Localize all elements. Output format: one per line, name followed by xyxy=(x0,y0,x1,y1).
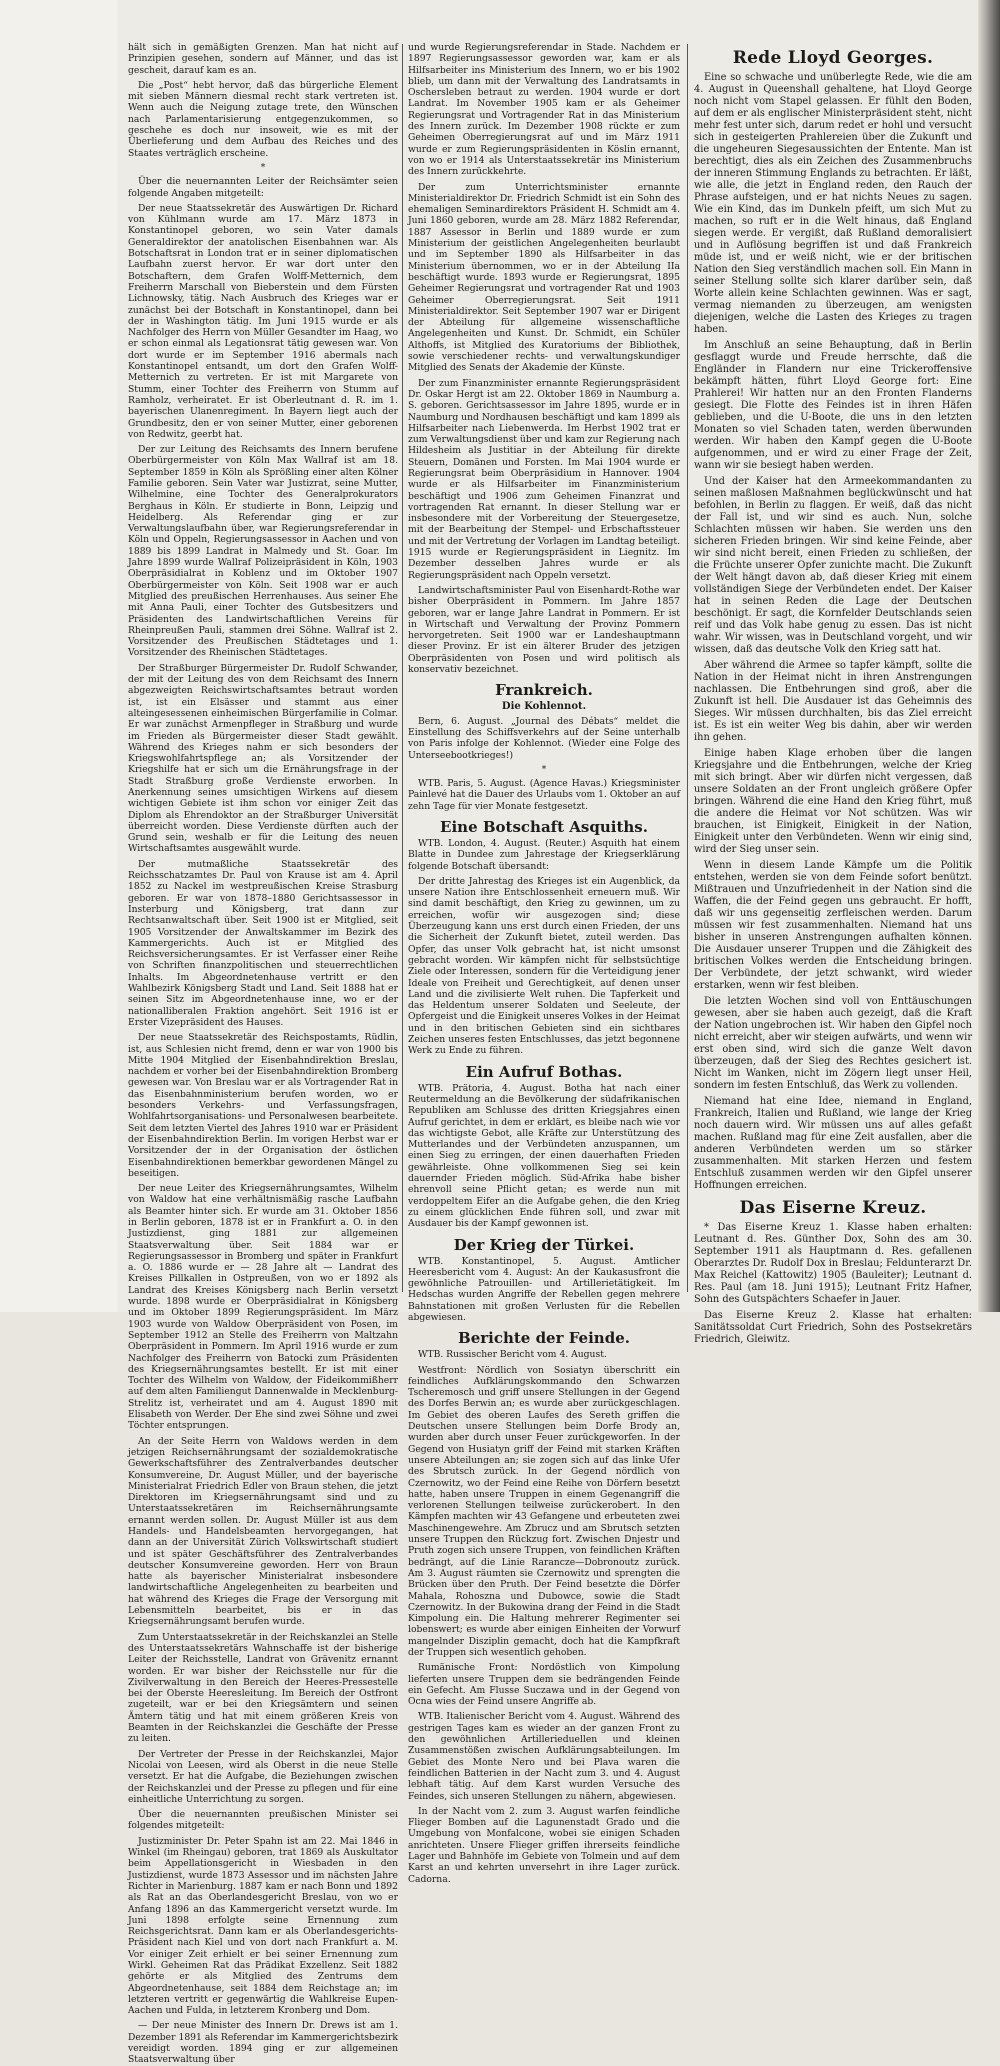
paragraph: Justizminister Dr. Peter Spahn ist am 22. Mai 1846 in Winkel (im Rheingau) geboren, trat 1869 als Auskultator beim Appellationsgericht in Wiesbaden in den Justizdienst, wurde 1873 Assessor und im nächsten Jahre Richter in Marienburg. 1887 kam er nach Bonn und 1892 als Rat an das Oberlandesgericht Breslau, von wo er Anfang 1896 an das Kammergericht versetzt wurde. Im Juni 1898 erfolgte seine Ernennung zum Reichsgerichtsrat. Dann kam er als Oberlandesgerichts-Präsident nach Kiel und von dort nach Frankfurt a. M. Vor einiger Zeit erhielt er bei seiner Ernennung zum Wirkl. Geheimen Rat das Prädikat Exzellenz. Seit 1882 gehörte er als Mitglied des Zentrums dem Abgeordnetenhause, seit 1884 dem Reichstage an; im letzteren vertritt er gegenwärtig die Wahlkreise Eupen-Aachen und Fulda, in letzterem Kronberg und Dom. xyxy=(128,1835,398,2017)
paragraph: Wenn in diesem Lande Kämpfe um die Politik entstehen, werden sie von dem Feinde sofort benützt. Mißtrauen und Unzufriedenheit in der Nation sind die Waffen, die der Feind gegen uns gebraucht. Er hofft, daß wir uns gegenseitig zerfleischen werden. Darum müssen wir fest zusammenhalten. Niemand hat uns bisher in unseren Anstrengungen aufhalten können. Die Ausdauer unserer Truppen und die Zähigkeit des britischen Volkes werden die Entscheidung bringen. Der Verbündete, der jetzt schwankt, wird wieder erstarken, wenn wir fest bleiben. xyxy=(694,860,972,991)
paragraph: Über die neuernannten Leiter der Reichsämter seien folgende Angaben mitgeteilt: xyxy=(128,176,398,199)
headline-asquith: Eine Botschaft Asquiths. xyxy=(440,818,648,836)
paragraph: Einige haben Klage erhoben über die langen Kriegsjahre und die Entbehrungen, welche der Krieg mit sich bringt. Aber wir dürfen nicht vergessen, daß unsere Soldaten an der Front ungleich größere Opfer bringen. Während die eine Hand den Krieg führt, muß die andere die Heimat vor Not schützen. Was wir brauchen, ist Einigkeit, Einigkeit in der Nation, Einigkeit unter den Verbündeten. Wenn wir einig sind, wird der Sieg unser sein. xyxy=(694,748,972,855)
headline-lloyd-george: Rede Lloyd Georges. xyxy=(732,48,934,68)
paragraph: WTB. London, 4. August. (Reuter.) Asquith hat einem Blatte in Dundee zum Jahrestage der Kriegserklärung folgende Botschaft übersandt: xyxy=(408,838,680,872)
separator-star: * xyxy=(260,162,266,173)
paragraph: Westfront: Nördlich von Sosiatyn überschritt ein feindliches Aufklärungskommando den Schwarzen Tscheremosch und griff unsere Stellungen in der Gegend des Dorfes Berwin an; es wurde aber zurückgeschlagen. Im Gebiet des oberen Laufes des Sereth griffen die Deutschen unsere Stellungen beim Dorfe Brody an, wurden aber durch unser Feuer zurückgeworfen. In der Gegend von Husiatyn griff der Feind mit starken Kräften unsere Abteilungen an; sie zogen sich auf das linke Ufer des Sbrutsch zurück. In der Gegend nördlich von Czernowitz, wo der Feind eine Reihe von Dörfern besetzt hatte, haben unsere Truppen in einem Gegenangriff die verlorenen Stellungen teilweise zurückerobert. In den Kämpfen machten wir 43 Gefangene und erbeuteten zwei Maschinengewehre. Am Zbrucz und am Sbrutsch setzten unsere Truppen den Rückzug fort. Zwischen Dnjestr und Pruth zogen sich unsere Truppen, von feindlichen Kräften bedrängt, auf die Linie Rarancze—Dobronoutz zurück. Am 3. August räumten sie Czernowitz und sprengten die Brücken über den Pruth. Der Feind besetzte die Dörfer Mahala, Rohoszna und Dubowce, sowie die Stadt Czernowitz. In der Bukowina drang der Feind in die Stadt Kimpolung ein. Die Haltung mehrerer Regimenter sei lobenswert; es wurde aber einigen Einheiten der Vorwurf mangelnder Disziplin gemacht, doch hat die Kampfkraft der Truppen sich wesentlich gehoben. xyxy=(408,1364,680,1658)
paragraph: Der Vertreter der Presse in der Reichskanzlei, Major Nicolai von Leesen, wird als Oberst in die neue Stelle versetzt. Er hat die Aufgabe, die Beziehungen zwischen der Reichskanzlei und der Presse zu pflegen und für eine einheitliche Unterrichtung zu sorgen. xyxy=(128,1748,398,1805)
column-2 xyxy=(408,42,681,1885)
headline-eisernes-kreuz: Das Eiserne Kreuz. xyxy=(739,1198,927,1218)
paragraph: Eine so schwache und unüberlegte Rede, wie die am 4. August in Queenshall gehaltene, hat Lloyd George noch nicht vom Stapel gelassen. Er fühlt den Boden, auf dem er als englischer Ministerpräsident steht, nicht mehr fest unter sich, darum redet er hohl und versucht sich in gesteigerten Prahlereien über die Zukunft und die ungeheuren Siegesaussichten der Entente. Man ist berechtigt, dies als ein Zeichen des Zusammenbruchs der inneren Stimmung Englands zu betrachten. Er läßt, wie alle, die jetzt in England reden, den Rauch der Phrase aufsteigen, und er hat nichts Neues zu sagen. Wie ein Kind, das im Dunkeln pfeift, um sich Mut zu machen, so ruft er in die Welt hinaus, daß England siegen werde. Er vergißt, daß Rußland demoralisiert und in Auflösung begriffen ist und daß Frankreich müde ist, und er weiß nicht, wie er der britischen Nation den Sieg verständlich machen soll. Ein Mann in seiner Stellung sollte sich klarer darüber sein, daß Worte allein keine Schlachten gewinnen. Was er sagt, vermag niemanden zu überzeugen, am wenigsten diejenigen, welche die Lasten des Krieges zu tragen haben. xyxy=(694,72,972,335)
paragraph: Der mutmaßliche Staatssekretär des Reichsschatzamtes Dr. Paul von Krause ist am 4. April 1852 zu Nackel im westpreußischen Kreise Strasburg geboren. Er war von 1878–1880 Gerichtsassessor in Insterburg und Königsberg, trat dann zur Rechtsanwaltschaft über. Seit 1900 ist er Mitglied, seit 1905 Vorsitzender der Anwaltskammer im Bezirk des Kammergerichts. Auch ist er Mitglied des Reichsversicherungsamtes. Er ist Verfasser einer Reihe von Schriften finanzpolitischen und steuerrechtlichen Inhalts. Im Abgeordnetenhause vertritt er den Wahlbezirk Königsberg Stadt und Land. Seit 1888 hat er seinen Sitz im Abgeordnetenhause inne, wo er der nationalliberalen Fraktion angehört. Seit 1916 ist er Erster Vizepräsident des Hauses. xyxy=(128,858,398,1028)
paragraph: Landwirtschaftsminister Paul von Eisenhardt-Rothe war bisher Oberpräsident in Pommern. Im Jahre 1857 geboren, war er lange Jahre Landrat in Pommern. Er ist in Wirtschaft und Verwaltung der Provinz Pommern hervorgetreten. Seit 1900 war er Landeshauptmann dieser Provinz. Er ist ein älterer Bruder des jetzigen Oberpräsidenten von Posen und wird politisch als konservativ bezeichnet. xyxy=(408,584,680,676)
paragraph: Zum Unterstaatssekretär in der Reichskanzlei an Stelle des Unterstaatssekretärs Wahnschaffe ist der bisherige Leiter der Reichsstelle, Landrat von Grävenitz ernannt worden. Er war bisher der Reichsstelle nur für die Zivilverwaltung in den Bereich der Heeres-Pressestelle bei der Oberste Heeresleitung. Im Bereich der Ostfront zugeteilt, war er bei den Kriegsämtern und seinen Ämtern tätig und hat mit einem größeren Kreis von Beamten in der Reichskanzlei die Geschäfte der Presse zu leiten. xyxy=(128,1631,398,1745)
paragraph: — Der neue Minister des Innern Dr. Drews ist am 1. Dezember 1891 als Referendar im Kammergerichtsbezirk vereidigt worden. 1894 ging er zur allgemeinen Staatsverwaltung über xyxy=(128,2020,398,2066)
paragraph: WTB. Prätoria, 4. August. Botha hat nach einer Reutermeldung an die Bevölkerung der südafrikanischen Republiken am Schlusse des dritten Kriegsjahres einen Aufruf gerichtet, in dem er erklärt, es bleibe nach wie vor das wichtigste Gebot, alle Kräfte zur Unterstützung des Mutterlandes und der Verbündeten anzuspannen, um einen Sieg zu erringen, der einen dauerhaften Frieden gewährleiste. Ohne vollkommenen Sieg sei kein dauernder Frieden möglich. Süd-Afrika habe bisher ehrenvoll seine Pflicht getan; es werde nun mit verdoppeltem Eifer an die Aufgabe gehen, die den Krieg zu einem glücklichen Ende führen soll, und zwar mit Ausdauer bis der Kampf gewonnen ist. xyxy=(408,1082,680,1230)
column-3 xyxy=(694,42,972,1345)
paragraph: Niemand hat eine Idee, niemand in England, Frankreich, Italien und Rußland, wie lange der Krieg noch dauern wird. Wir müssen uns auf alles gefaßt machen. Rußland mag für eine Zeit ausfallen, aber die anderen Verbündeten werden um so stärker zusammenhalten. Mit starken Herzen und festem Entschluß zusammen werden wir den Gipfel unserer Hoffnungen erreichen. xyxy=(694,1096,972,1191)
headline-tuerkei: Der Krieg der Türkei. xyxy=(453,1235,635,1254)
paragraph: WTB. Russischer Bericht vom 4. August. xyxy=(418,1349,607,1361)
column-divider xyxy=(402,44,403,1292)
blank-margin xyxy=(0,0,118,1312)
subheadline-kohlennot: Die Kohlennot. xyxy=(501,701,587,713)
paragraph: Der Straßburger Bürgermeister Dr. Rudolf Schwander, der mit der Leitung des von dem Reichsamt des Innern abgezweigten Reichswirtschaftsamtes betraut worden ist, ist ein Elsässer und stammt aus einer alteingesessenen einheimischen Bürgerfamilie in Colmar. Er war zunächst Armenpfleger in Straßburg und wurde im Frieden als Bürgermeister dieser Stadt gewählt. Während des Krieges nahm er sich besonders der Kriegswohlfahrtspflege an; als Vorsitzender der Kriegshilfe hat er sich um die Ernährungsfrage in der Stadt Straßburg große Verdienste erworben. In Anerkennung seines umsichtigen Wirkens auf diesem wichtigen Gebiete ist ihm schon vor einiger Zeit das Diplom als Ehrendoktor an der Straßburger Universität überreicht worden. Diese Verdienste dürften auch der Grund sein, weshalb er für die Leitung des neuen Wirtschaftsamtes ausgewählt wurde. xyxy=(128,662,398,855)
paragraph: WTB. Paris, 5. August. (Agence Havas.) Kriegsminister Painlevé hat die Dauer des Urlaubs vom 1. Oktober an auf zehn Tage für vier Monate festgesetzt. xyxy=(408,778,680,812)
paragraph: Die letzten Wochen sind voll von Enttäuschungen gewesen, aber sie haben auch gezeigt, daß die Kraft der Nation ungebrochen ist. Wir haben den Gipfel noch nicht erreicht, aber wir steigen aufwärts, und wenn wir erst oben sind, wird sich die ganze Welt davon überzeugen, daß der Sieg des Rechtes gesichert ist. Nicht im Wanken, nicht im Zögern liegt unser Heil, sondern im festen Entschluß, das Werk zu vollenden. xyxy=(694,996,972,1091)
paragraph: * Das Eiserne Kreuz 1. Klasse haben erhalten: Leutnant d. Res. Günther Dox, Sohn des am 30. September 1911 als Hauptmann d. Res. gefallenen Oberarztes Dr. Rudolf Dox in Breslau; Feldunterarzt Dr. Max Reichel (Kattowitz) 1905 (Bauleiter); Leutnant d. Res. Paul (am 18. Juni 1915); Leutnant Fritz Hafner, Sohn des Gutspächters Schaefer in Jauer. xyxy=(694,1222,972,1305)
paragraph: Die „Post“ hebt hervor, daß das bürgerliche Element mit sieben Männern diesmal recht stark vertreten ist. Wenn auch die Neigung zutage trete, den Wünschen nach Parlamentarisierung entgegenzukommen, so geschehe es doch nur insoweit, wie es mit der Überlieferung und dem Aufbau des Reiches und des Staates verträglich erscheine. xyxy=(128,79,398,159)
paragraph: Aber während die Armee so tapfer kämpft, sollte die Nation in der Heimat nicht in ihren Anstrengungen nachlassen. Die Entbehrungen sind groß, aber die Zukunft ist hell. Die Ausdauer ist das Geheimnis des Sieges. Wir müssen durchhalten, bis das Ziel erreicht ist. Es ist ein weiter Weg bis dahin, aber wir werden ihn gehen. xyxy=(694,660,972,743)
paragraph: Der zur Leitung des Reichsamts des Innern berufene Oberbürgermeister von Köln Max Wallraf ist am 18. September 1859 in Köln als Sprößling einer alten Kölner Familie geboren. Sein Vater war Justizrat, seine Mutter, Wilhelmine, eine Tochter des Generalprokurators Berghaus in Köln. Er studierte in Bonn, Leipzig und Heidelberg. Als Referendar ging er zur Verwaltungslaufbahn über, war Regierungsreferendar in Köln und Oppeln, Regierungsassessor in Aachen und von 1889 bis 1899 Landrat in Malmedy und St. Goar. Im Jahre 1899 wurde Wallraf Polizeipräsident in Köln, 1903 Oberpräsidialrat in Koblenz und im Oktober 1907 Oberbürgermeister von Köln. Seit 1908 war er auch Mitglied des preußischen Herrenhauses. Aus seiner Ehe mit Anna Pauli, einer Tochter des Gutsbesitzers und Präsidenten des Landwirtschaftlichen Vereins für Rheinpreußen Pauli, stammen drei Söhne. Wallraf ist 2. Vorsitzender des Preußischen Städtetages und 1. Vorsitzender des Rheinischen Städtetages. xyxy=(128,444,398,659)
paragraph: An der Seite Herrn von Waldows werden in dem jetzigen Reichsernährungsamt der sozialdemokratische Gewerkschaftsführer des Zentralverbandes deutscher Konsumvereine, Dr. August Müller, und der bayerische Ministerialrat Friedrich Edler von Braun stehen, die jetzt Direktoren im Kriegsernährungsamt sind und zu Unterstaatssekretären im Reichsernährungsamte ernannt werden sollen. Dr. August Müller ist aus dem Handels- und Handelsbeamten hervorgegangen, hat dann an der Universität Zürich Volkswirtschaft studiert und ist später Geschäftsführer des Zentralverbandes deutscher Konsumvereine geworden. Herr von Braun hatte als bayerischer Ministerialrat insbesondere landwirtschaftliche Angelegenheiten zu bearbeiten und hat während des Krieges die Frage der Versorgung mit Lebensmitteln bearbeitet, bis er in das Kriegsernährungsamt berufen wurde. xyxy=(128,1435,398,1628)
paragraph: In der Nacht vom 2. zum 3. August warfen feindliche Flieger Bomben auf die Lagunenstadt Grado und die Umgebung von Monfalcone, wobei sie einigen Schaden anrichteten. Unsere Flieger griffen ihrerseits feindliche Lager und Bahnhöfe im Gebiete von Tolmein und auf dem Karst an und kehrten unversehrt in ihre Lager zurück. Cadorna. xyxy=(408,1805,680,1885)
paragraph: hält sich in gemäßigten Grenzen. Man hat nicht auf Prinzipien gesehen, sondern auf Männer, und das ist gescheit, darauf kam es an. xyxy=(128,42,398,76)
paragraph: Im Anschluß an seine Behauptung, daß in Berlin gesflaggt wurde und Freude herrschte, daß die Engländer in Flandern nur eine Trickeroffensive bekämpft hätten, führt Lloyd George fort: Eine Prahlerei! Wir hatten nur an den Fronten Flanderns gesiegt. Die Flotte des Feindes ist in ihren Häfen geblieben, und die U-Boote, die uns in den letzten Monaten so viel Schaden taten, werden überwunden werden. Wir haben den Kampf gegen die U-Boote aufgenommen, und er wird zu einer Frage der Zeit, wann wir sie besiegt haben werden. xyxy=(694,340,972,471)
headline-botha: Ein Aufruf Bothas. xyxy=(465,1062,623,1081)
column-1 xyxy=(128,42,398,2066)
paragraph: WTB. Konstantinopel, 5. August. Amtlicher Heeresbericht vom 4. August: An der Kaukasusfront die gewöhnliche Patrouillen- und Artillerietätigkeit. Im Hedschas wurden Angriffe der Rebellen gegen mehrere Bahnstationen mit großen Verlusten für die Rebellen abgewiesen. xyxy=(408,1255,680,1323)
headline-berichte-feinde: Berichte der Feinde. xyxy=(458,1329,630,1348)
separator-star: * xyxy=(541,764,547,775)
paragraph: Der zum Unterrichtsminister ernannte Ministerialdirektor Dr. Friedrich Schmidt ist ein Sohn des ehemaligen Seminardirektors Präsident H. Schmidt am 4. Juni 1860 geboren, wurde am 28. März 1882 Referendar, 1887 Assessor in Berlin und 1889 wurde er zum Ministerium der geistlichen Angelegenheiten beurlaubt und im September 1890 als Hilfsarbeiter in das Ministerium übernommen, wo er in der Abteilung IIa beschäftigt wurde. 1893 wurde er Regierungsrat, 1895 Geheimer Regierungsrat und vortragender Rat und 1903 Geheimer Oberregierungsrat. Seit 1911 Ministerialdirektor. Seit September 1907 war er Dirigent der Abteilung für allgemeine wissenschaftliche Angelegenheiten und Kunst. Dr. Schmidt, ein Schüler Althoffs, ist Mitglied des Kuratoriums der Bibliothek, sowie verschiedener rechts- und verwaltungskundiger Mitglied des Senats der Akademie der Künste. xyxy=(408,181,680,374)
paragraph: Der neue Staatssekretär des Auswärtigen Dr. Richard von Kühlmann wurde am 17. März 1873 in Konstantinopel geboren, wo sein Vater damals Generaldirektor der anatolischen Eisenbahnen war. Als Botschaftsrat in London trat er in seiner diplomatischen Laufbahn zuerst hervor. Er war dort unter den Botschaftern, dem Grafen Wolff-Metternich, dem Freiherrn Marschall von Bieberstein und dem Fürsten Lichnowsky, tätig. Nach Ausbruch des Krieges war er zunächst bei der Botschaft in Konstantinopel, dann bei der in Washington tätig. Im Juni 1915 wurde er als Nachfolger des Herrn von Müller Gesandter im Haag, wo er schon einmal als Legationsrat tätig gewesen war. Von dort wurde er im September 1916 abermals nach Konstantinopel entsandt, um dort den Grafen Wolff-Metternich zu vertreten. Er ist mit Margarete von Stumm, einer Tochter des Freiherrn von Stumm auf Ramholz, verheiratet. Er ist Oberleutnant d. R. im 1. bayerischen Ulanenregiment. In Bayern liegt auch der Grundbesitz, den er von seiner Mutter, einer geborenen von Redwitz, geerbt hat. xyxy=(128,202,398,440)
paragraph: Der dritte Jahrestag des Krieges ist ein Augenblick, da unsere Nation ihre Entschlossenheit erneuern muß. Wir sind damit beschäftigt, den Krieg zu gewinnen, um zu erreichen, wofür wir ausgezogen sind; diese Überzeugung kann uns erst durch einen Frieden, der uns die Sicherheit der Zukunft bietet, zuteil werden. Das Opfer, das unser Volk gebracht hat, ist nicht umsonst gebracht worden. Wir kämpfen nicht für selbstsüchtige Ziele oder Interessen, sondern für die Verteidigung jener Ideale von Freiheit und Gerechtigkeit, auf denen unser Land und die zivilisierte Welt ruhen. Die Tapferkeit und das Heldentum unserer Soldaten und Seeleute, der Opfergeist und die Einigkeit unseres Volkes in der Heimat und in den britischen Gebieten sind ein sichtbares Zeichen unseres festen Entschlusses, das jetzt begonnene Werk zu Ende zu führen. xyxy=(408,875,681,1057)
page-edge-shadow xyxy=(978,0,1000,1312)
paragraph: WTB. Italienischer Bericht vom 4. August. Während des gestrigen Tages kam es wieder an der ganzen Front zu den gewöhnlichen Artillerieduellen und kleinen Zusammenstößen zwischen Aufklärungsabteilungen. Im Gebiet des Monte Nero und bei Plava waren die feindlichen Batterien in der Nacht zum 3. und 4. August lebhaft tätig. Auf dem Karst wurden Versuche des Feindes, sich unseren Stellungen zu nähern, abgewiesen. xyxy=(408,1711,680,1802)
paragraph: und wurde Regierungsreferendar in Stade. Nachdem er 1897 Regierungsassessor geworden war, kam er als Hilfsarbeiter ins Ministerium des Innern, wo er bis 1902 blieb, um dann mit der Verwaltung des Landratsamts in Oschersleben betraut zu werden. 1904 wurde er dort Landrat. Im November 1905 kam er als Geheimer Regierungsrat und Vortragender Rat in das Ministerium des Innern zurück. Im Dezember 1908 rückte er zum Geheimen Oberregierungsrat auf und im März 1911 wurde er zum Regierungspräsidenten in Köslin ernannt, von wo er 1914 als Unterstaatssekretär ins Ministerium des Innern zurückkehrte. xyxy=(408,42,680,178)
paragraph: Das Eiserne Kreuz 2. Klasse hat erhalten: Sanitätssoldat Curt Friedrich, Sohn des Postsekretärs Friedrich, Gleiwitz. xyxy=(694,1310,972,1345)
paragraph: Über die neuernannten preußischen Minister sei folgendes mitgeteilt: xyxy=(128,1809,398,1832)
paragraph: Und der Kaiser hat den Armeekommandanten zu seinen maßlosen Maßnahmen beglückwünscht und hat befohlen, in Berlin zu flaggen. Er weiß, daß das nicht der Fall ist, und wir sind es auch. Nun, solche Schlachten müssen wir haben. Sie werden uns den sicheren Frieden bringen. Wir sind keine Feinde, aber wir sind nicht bereit, einen Frieden zu schließen, der die Früchte unserer Opfer zunichte macht. Die Zukunft der Welt hängt davon ab, daß dieser Krieg mit einem vollständigen Siege der Verbündeten endet. Der Kaiser hat in seinen Reden die Lage der Deutschen beschönigt. Er sagt, die Kornfelder Deutschlands seien reif und das Volk habe genug zu essen. Das ist nicht wahr. Wir wissen, was in Deutschland vorgeht, und wir wissen, daß das deutsche Volk den Krieg satt hat. xyxy=(694,476,972,655)
column-divider xyxy=(687,44,688,1292)
paragraph: Der neue Staatssekretär des Reichspostamts, Rüdlin, ist, aus Schlesien nicht fremd, denn er war von 1900 bis Mitte 1904 Mitglied der Eisenbahndirektion Breslau, nachdem er vorher bei der Eisenbahndirektion Bromberg gewesen war. Von Breslau war er als Vortragender Rat in das Eisenbahnministerium berufen worden, wo er besonders Verkehrs- und Verfassungsfragen, Wohlfahrtsorganisations- und Personalwesen bearbeitete. Seit dem letzten Viertel des Jahres 1910 war er Präsident der Eisenbahndirektion Berlin. Im vorigen Herbst war er Vorsitzender der in der Organisation der östlichen Eisenbahndirektionen bemerkbar gewordenen Mängel zu beseitigen. xyxy=(128,1032,398,1179)
paragraph: Rumänische Front: Nordöstlich von Kimpolung lieferten unsere Truppen dem sie bedrängenden Feinde ein Gefecht. Am Flusse Suczawa und in der Gegend von Ocna wies der Feind unsere Angriffe ab. xyxy=(408,1662,680,1708)
paragraph: Bern, 6. August. „Journal des Débats“ meldet die Einstellung des Schiffsverkehrs auf der Seine unterhalb von Paris infolge der Kohlennot. (Wieder eine Folge des Unterseebootkrieges!) xyxy=(408,715,680,761)
paragraph: Der neue Leiter des Kriegsernährungsamtes, Wilhelm von Waldow hat eine verhältnismäßig rasche Laufbahn als Beamter hinter sich. Er wurde am 31. Oktober 1856 in Berlin geboren, 1878 ist er in Frankfurt a. O. in den Justizdienst, ging 1881 zur allgemeinen Staatsverwaltung über. Seit 1884 war er Regierungsassessor in Bromberg und später in Frankfurt a. O. 1886 wurde er — 28 Jahre alt — Landrat des Kreises Pillkallen in Ostpreußen, von wo er 1892 als Landrat des Kreises Königsberg nach Berlin versetzt wurde. 1898 wurde er Oberpräsidialrat in Königsberg und im Oktober 1899 Regierungspräsident. Im März 1903 wurde von Waldow Oberpräsident von Posen, im September 1912 an Stelle des Freiherrn von Maltzahn Oberpräsident in Pommern. Im April 1916 wurde er zum Nachfolger des Freiherrn von Batocki zum Präsidenten des Kriegsernährungsamtes bestellt. Er ist mit einer Tochter des Wilhelm von Waldow, der Fideikommißherr auf dem alten Familiengut Dannenwalde in Mecklenburg-Strelitz ist, verheiratet und am 4. August 1890 mit Elisabeth von Werder. Der Ehe sind zwei Söhne und zwei Töchter entsprungen. xyxy=(128,1183,398,1432)
paragraph: Der zum Finanzminister ernannte Regierungspräsident Dr. Oskar Hergt ist am 22. Oktober 1869 in Naumburg a. S. geboren. Gerichtsassessor im Jahre 1895, wurde er in Naumburg und Nordhausen beschäftigt und kam 1899 als Hilfsarbeiter nach Liebenwerda. Im Herbst 1902 trat er zum Verwaltungsdienst über und kam zur Regierung nach Hildesheim als Justitiar in der Abteilung für direkte Steuern, Domänen und Forsten. Im Mai 1904 wurde er Regierungsrat beim Oberpräsidium in Hannover. 1904 wurde er als Hilfsarbeiter im Finanzministerium beschäftigt und 1906 zum Geheimen Finanzrat und vortragenden Rat ernannt. In dieser Stellung war er insbesondere mit der Vorbereitung der Steuergesetze, mit der Bearbeitung der Stempel- und Erbschaftssteuer und mit der Vertretung der Vorlagen im Landtag beteiligt. 1915 wurde er Regierungspräsident in Liegnitz. Im Dezember desselben Jahres wurde er als Regierungspräsident nach Oppeln versetzt. xyxy=(408,377,680,581)
headline-frankreich: Frankreich. xyxy=(495,681,593,700)
